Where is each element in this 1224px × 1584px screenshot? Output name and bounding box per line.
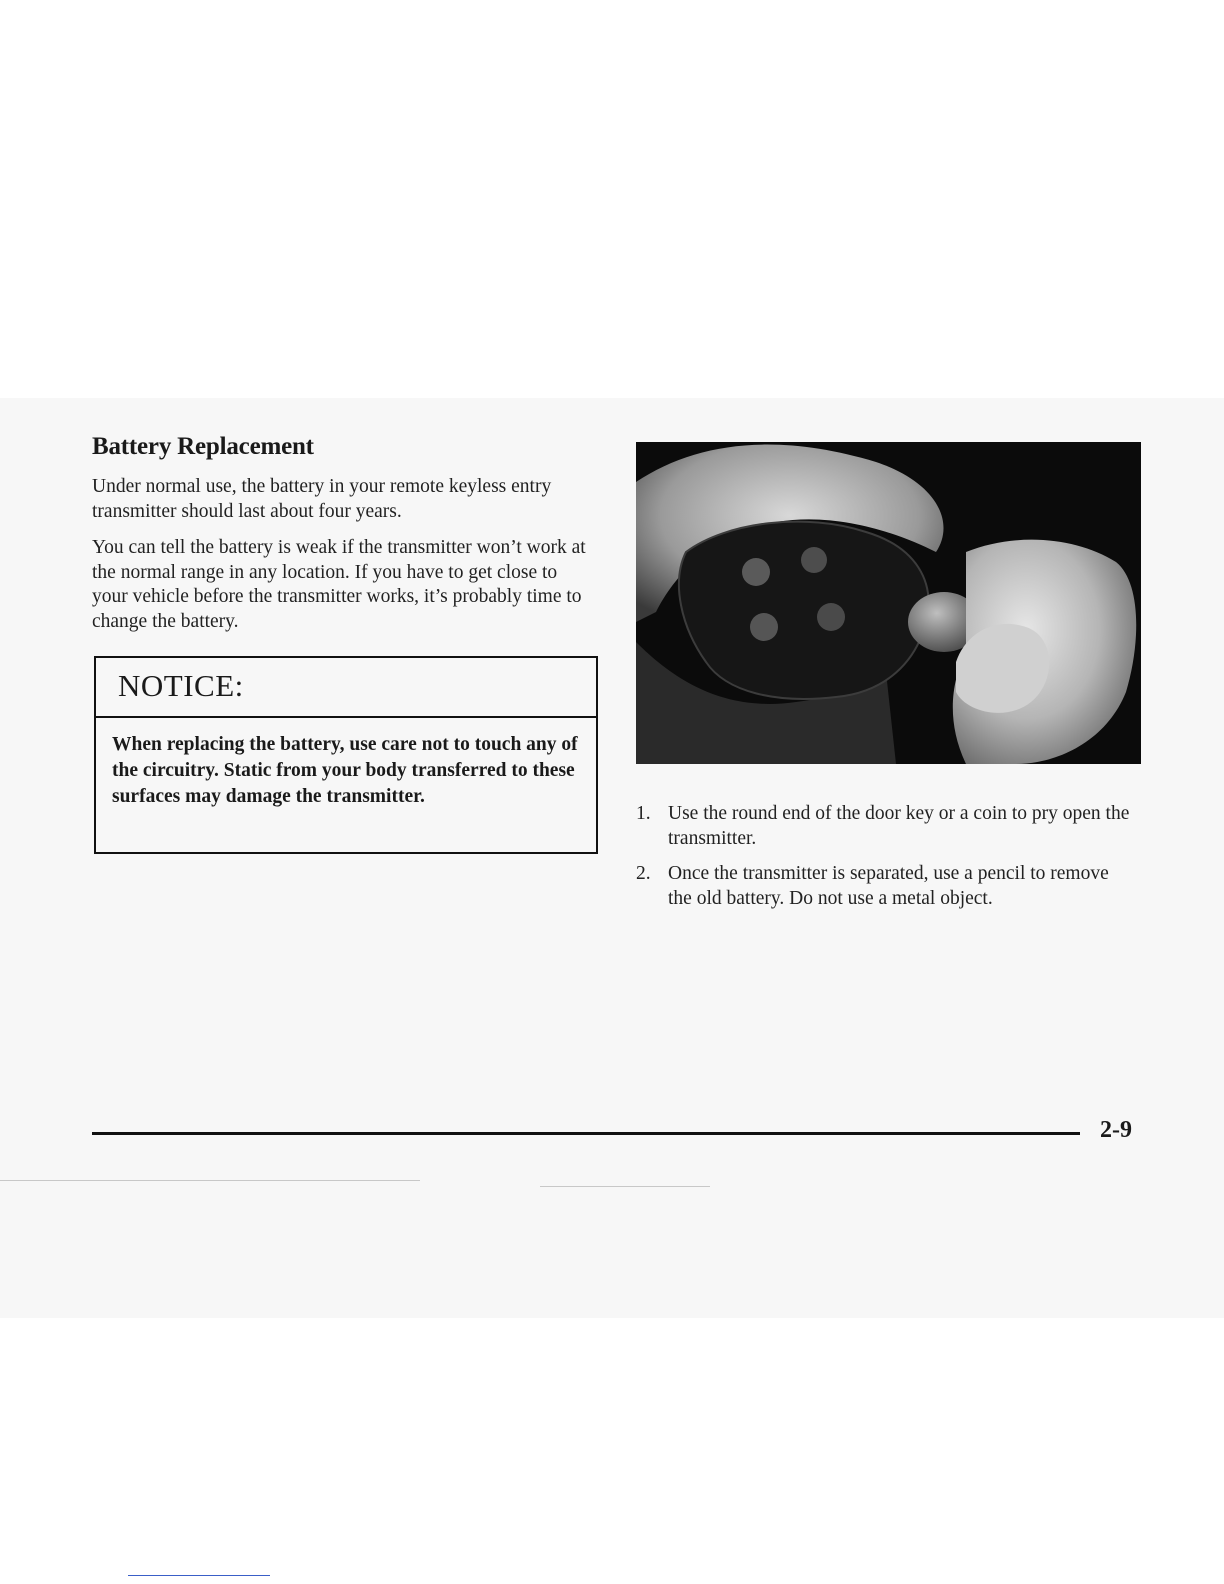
- transmitter-photo: [636, 442, 1141, 764]
- trunk-button-icon: [801, 547, 827, 573]
- page-number: 2-9: [1100, 1117, 1132, 1143]
- step-text: Once the transmitter is separated, use a pencil to remove the old battery. Do not use a metal object.: [668, 863, 1109, 909]
- scan-artifact-line: [540, 1186, 710, 1187]
- intro-paragraph: Under normal use, the battery in your remote keyless entry transmitter should last about four years.: [92, 476, 552, 522]
- notice-title: NOTICE:: [118, 668, 244, 703]
- section-title: Battery Replacement: [92, 433, 314, 460]
- transmitter-shape: [679, 522, 929, 699]
- unlock-button-icon: [742, 558, 770, 586]
- step-item: [636, 802, 1136, 851]
- notice-header: [96, 658, 596, 718]
- step-item: [636, 862, 1136, 911]
- scan-artifact-line: [0, 1180, 420, 1181]
- weak-battery-paragraph: You can tell the battery is weak if the transmitter won’t work at the normal range in any location. If you have to get close to your vehicle before the transmitter works, it’s probably time to change the battery.: [92, 537, 586, 632]
- transmitter-photo-illustration: [636, 442, 1141, 764]
- notice-box: [94, 656, 598, 854]
- lock-button-icon: [750, 613, 778, 641]
- step-text: Use the round end of the door key or a coin to pry open the transmitter.: [668, 803, 1130, 849]
- panic-button-icon: [817, 603, 845, 631]
- scan-artifact-line: [128, 1575, 270, 1576]
- step-list: [636, 802, 1136, 922]
- step-number: 1.: [636, 803, 651, 824]
- notice-body: When replacing the battery, use care not to touch any of the circuitry. Static from your body transferred to these surfaces may damage the transmitter.: [112, 734, 578, 807]
- step-number: 2.: [636, 863, 651, 884]
- footer-rule: [92, 1132, 1080, 1135]
